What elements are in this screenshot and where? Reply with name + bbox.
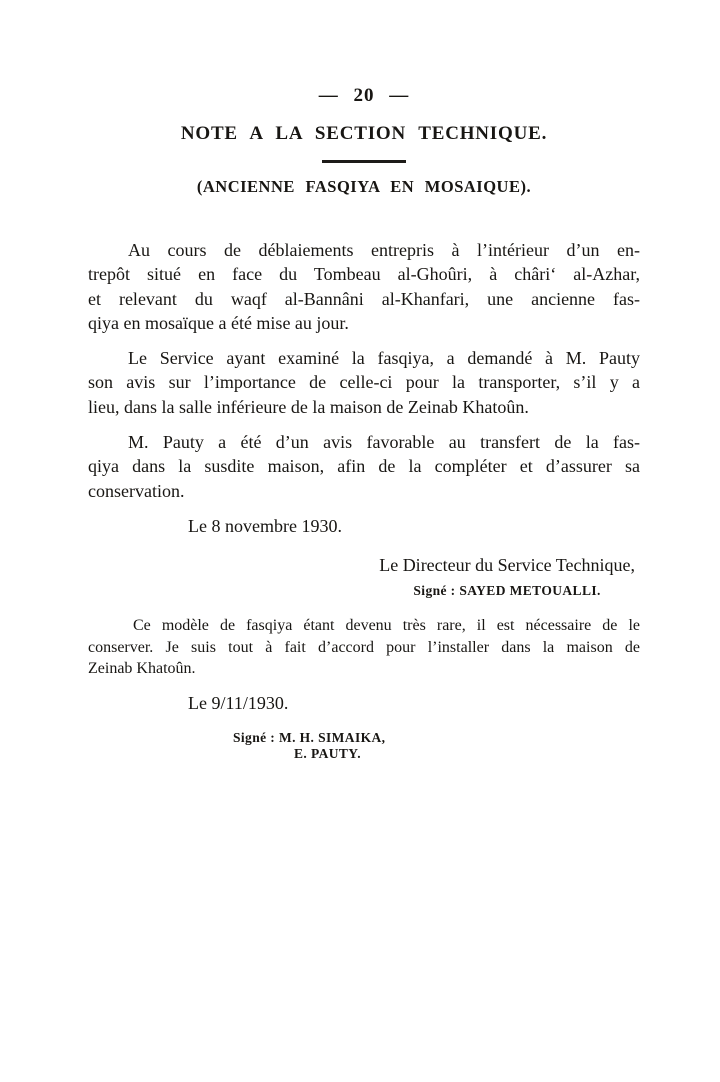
- page-content: [88, 0, 640, 762]
- paragraph-line: conserver. Je suis tout à fait d’accord pour l’installer dans la maison de: [88, 638, 640, 656]
- paragraph-line: lieu, dans la salle inférieure de la maison de Zeinab Khatoûn.: [88, 396, 529, 417]
- section-title: NOTE A LA SECTION TECHNIQUE.: [180, 123, 548, 144]
- page-number: — 20 —: [318, 85, 410, 106]
- title-rule: [322, 160, 406, 163]
- signature-block-simaika-pauty: [233, 730, 640, 762]
- paragraph-line: trepôt situé en face du Tombeau al-Ghoûri, à châri‘ al-Azhar,: [88, 264, 640, 285]
- section-subtitle: (ANCIENNE FASQIYA EN MOSAIQUE).: [196, 177, 532, 196]
- paragraph-line: Le Service ayant examiné la fasqiya, a demandé à M. Pauty: [128, 348, 640, 369]
- signature-block-director: [379, 553, 635, 599]
- date-line-2: Le 9/11/1930.: [188, 692, 289, 713]
- paragraph-line: qiya en mosaïque a été mise au jour.: [88, 312, 349, 333]
- paragraph: [88, 430, 640, 503]
- date-line-1: Le 8 novembre 1930.: [188, 515, 342, 536]
- signed-pauty-line: E. PAUTY.: [294, 745, 361, 761]
- signed-metoualli-line: Signé : SAYED METOUALLI.: [413, 582, 601, 598]
- signed-simaika-line: Signé : M. H. SIMAIKA,: [233, 729, 386, 745]
- paragraph-line: Zeinab Khatoûn.: [88, 660, 196, 678]
- body-paragraphs: [88, 238, 640, 503]
- paragraph: [88, 346, 640, 419]
- paragraph-line: M. Pauty a été d’un avis favorable au transfert de la fas-: [128, 432, 640, 453]
- paragraph-line: et relevant du waqf al-Bannâni al-Khanfari, une ancienne fas-: [88, 288, 640, 309]
- paragraph-line: Au cours de déblaiements entrepris à l’intérieur d’un en-: [128, 240, 640, 260]
- paragraph-line: conservation.: [88, 480, 185, 501]
- paragraph-line: qiya dans la susdite maison, afin de la compléter et d’assurer sa: [88, 456, 640, 477]
- director-title-line: Le Directeur du Service Technique,: [379, 554, 635, 575]
- paragraph-line: son avis sur l’importance de celle-ci pour la transporter, s’il y a: [88, 372, 640, 393]
- note-paragraph: [88, 615, 640, 680]
- paragraph-line: Ce modèle de fasqiya étant devenu très rare, il est nécessaire de le: [133, 616, 640, 634]
- paragraph: [88, 238, 640, 335]
